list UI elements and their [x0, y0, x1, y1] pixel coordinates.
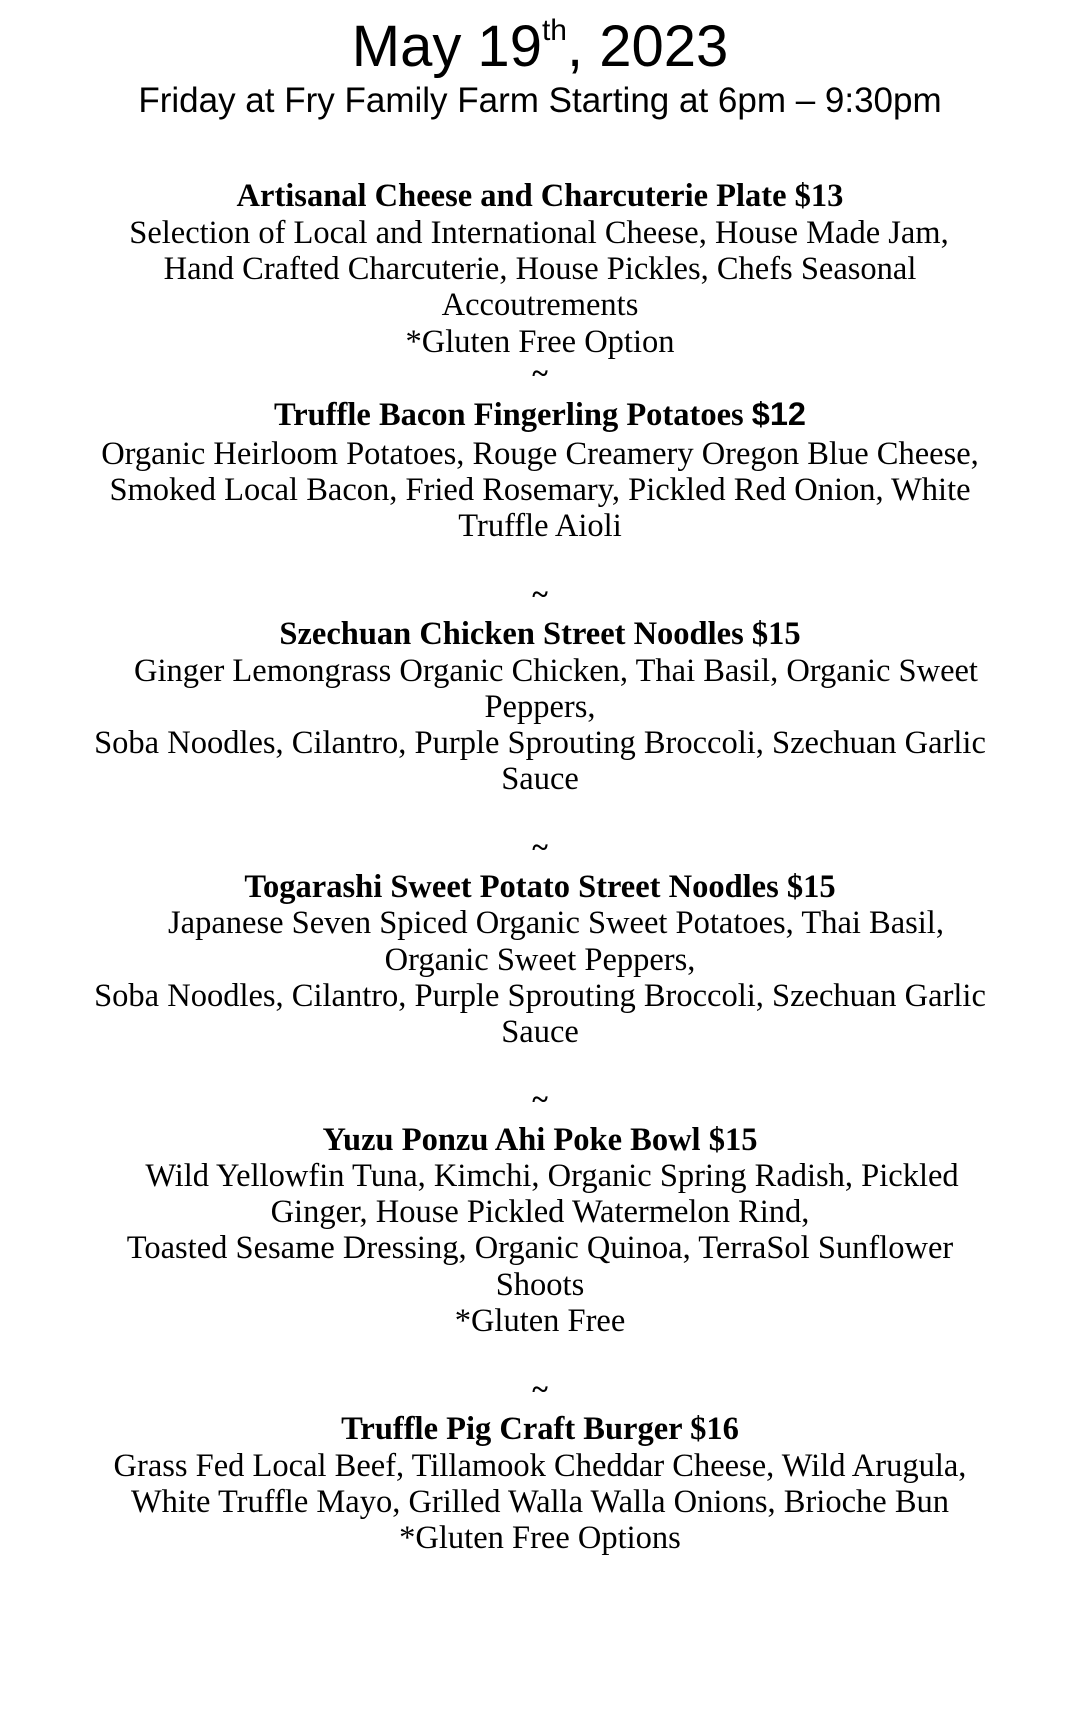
menu-item-note: *Gluten Free Option — [405, 324, 675, 360]
menu-item-title-text: Truffle Bacon Fingerling Potatoes — [273, 397, 752, 433]
menu-item-description-line: Wild Yellowfin Tuna, Kimchi, Organic Spring Radish, Pickled — [145, 1158, 959, 1194]
menu-item-description-line: Ginger, House Pickled Watermelon Rind, — [270, 1194, 810, 1230]
menu-item-title-togarashi-noodles: Togarashi Sweet Potato Street Noodles $15 — [244, 869, 836, 905]
menu-item-price: $12 — [751, 396, 807, 432]
menu-item-description-line: Organic Sweet Peppers, — [384, 942, 696, 978]
menu-item-description-line: Toasted Sesame Dressing, Organic Quinoa, TerraSol Sunflower — [126, 1230, 954, 1266]
menu-item-description-line: Soba Noodles, Cilantro, Purple Sprouting Broccoli, Szechuan Garlic — [94, 978, 986, 1014]
date-ordinal-suffix: th — [541, 14, 567, 47]
menu-item-description-line: Grass Fed Local Beef, Tillamook Cheddar Cheese, Wild Arugula, — [113, 1448, 967, 1484]
menu-item-description-line: White Truffle Mayo, Grilled Walla Walla Onions, Brioche Bun — [131, 1484, 949, 1520]
menu-item-description-line: Ginger Lemongrass Organic Chicken, Thai Basil, Organic Sweet — [134, 653, 978, 689]
menu-item-description-line: Truffle Aioli — [458, 508, 622, 544]
menu-item-note: *Gluten Free — [454, 1303, 626, 1339]
separator-tilde: ~ — [532, 1373, 548, 1406]
separator-tilde: ~ — [532, 357, 548, 390]
menu-item-description-line: Hand Crafted Charcuterie, House Pickles, Chefs Seasonal — [163, 251, 917, 287]
menu-item-title-fingerling-potatoes — [0, 394, 1080, 435]
date-year: , 2023 — [566, 14, 729, 79]
separator-tilde: ~ — [532, 831, 548, 864]
menu-item-title-craft-burger: Truffle Pig Craft Burger $16 — [341, 1411, 739, 1447]
event-date — [0, 14, 1080, 80]
date-month-day: May 19 — [351, 14, 542, 79]
menu-item-description-line: Selection of Local and International Cheese, House Made Jam, — [129, 215, 949, 251]
menu-item-description-line: Japanese Seven Spiced Organic Sweet Potatoes, Thai Basil, — [168, 905, 944, 941]
menu-item-title-poke-bowl: Yuzu Ponzu Ahi Poke Bowl $15 — [322, 1122, 758, 1158]
menu-item-description-line: Organic Heirloom Potatoes, Rouge Creamery Oregon Blue Cheese, — [101, 436, 979, 472]
menu-item-description-line: Shoots — [495, 1267, 585, 1303]
menu-item-description-line: Soba Noodles, Cilantro, Purple Sprouting Broccoli, Szechuan Garlic — [94, 725, 986, 761]
menu-item-description-line: Smoked Local Bacon, Fried Rosemary, Pickled Red Onion, White — [109, 472, 971, 508]
menu-item-title-szechuan-chicken: Szechuan Chicken Street Noodles $15 — [279, 616, 801, 652]
menu-item-title-cheese-plate: Artisanal Cheese and Charcuterie Plate $13 — [236, 178, 844, 214]
menu-item-note: *Gluten Free Options — [399, 1520, 681, 1556]
event-subtitle: Friday at Fry Family Farm Starting at 6pm – 9:30pm — [138, 81, 942, 120]
menu-item-description-line: Sauce — [501, 761, 579, 797]
menu-item-description-line: Peppers, — [484, 689, 596, 725]
separator-tilde: ~ — [532, 578, 548, 611]
menu-item-description-line: Accoutrements — [441, 287, 639, 323]
separator-tilde: ~ — [532, 1083, 548, 1116]
menu-item-description-line: Sauce — [501, 1014, 579, 1050]
